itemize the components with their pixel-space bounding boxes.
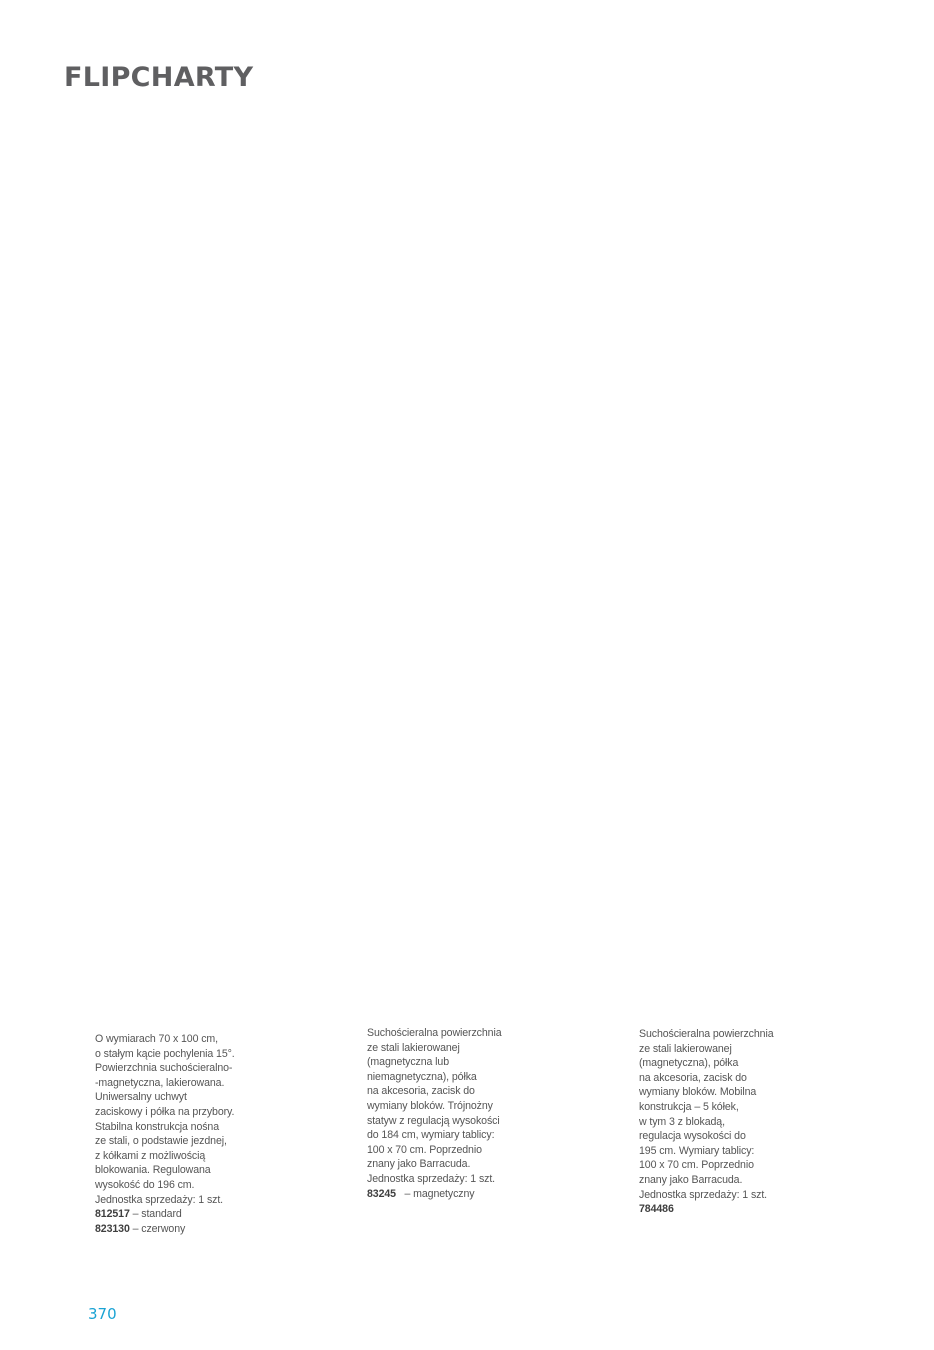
description-line: 100 x 70 cm. Poprzednio <box>367 1143 482 1156</box>
description-line: wysokość do 196 cm. <box>95 1178 195 1191</box>
description-line: O wymiarach 70 x 100 cm, <box>95 1033 219 1045</box>
description-line: znany jako Barracuda. <box>639 1173 743 1186</box>
description-line: -magnetyczna, lakierowana. <box>95 1076 225 1089</box>
page-number: 370 <box>88 1305 117 1323</box>
product-description-1 <box>95 1032 295 1236</box>
description-line: znany jako Barracuda. <box>367 1158 471 1171</box>
product-code: 784486 <box>639 1203 674 1216</box>
product-variant-label: – czerwony <box>129 1222 186 1235</box>
description-line: Jednostka sprzedaży: 1 szt. <box>639 1188 768 1201</box>
description-line: 100 x 70 cm. Poprzednio <box>639 1159 754 1172</box>
description-line: 195 cm. Wymiary tablicy: <box>639 1144 755 1157</box>
description-line: (magnetyczna lub <box>367 1056 450 1069</box>
description-line: wymiany bloków. Mobilna <box>639 1086 757 1099</box>
description-line: Powierzchnia suchościeralno- <box>95 1062 233 1075</box>
description-line: blokowania. Regulowana <box>95 1164 211 1177</box>
description-line: Stabilna konstrukcja nośna <box>95 1120 220 1133</box>
description-line: w tym 3 z blokadą, <box>639 1115 725 1128</box>
description-line: ze stali lakierowanej <box>639 1042 732 1055</box>
description-line: Suchościeralna powierzchnia <box>367 1027 502 1039</box>
product-code-row <box>367 1187 567 1202</box>
product-description-3 <box>639 1027 839 1217</box>
product-code-row <box>95 1222 295 1237</box>
description-line: Jednostka sprzedaży: 1 szt. <box>367 1172 496 1185</box>
product-code: 823130 <box>95 1222 130 1235</box>
product-description-2 <box>367 1026 567 1201</box>
product-variant-label: – magnetyczny <box>395 1187 475 1200</box>
product-variant-label: – standard <box>129 1208 182 1221</box>
description-line: Suchościeralna powierzchnia <box>639 1028 774 1040</box>
description-line: na akcesoria, zacisk do <box>367 1085 475 1098</box>
description-line: na akcesoria, zacisk do <box>639 1071 747 1084</box>
description-line: konstrukcja – 5 kółek, <box>639 1100 739 1113</box>
description-line: (magnetyczna), półka <box>639 1057 739 1070</box>
description-line: o stałym kącie pochylenia 15°. <box>95 1047 235 1060</box>
description-line: wymiany bloków. Trójnożny <box>367 1099 493 1112</box>
description-line: ze stali lakierowanej <box>367 1041 460 1054</box>
description-line: do 184 cm, wymiary tablicy: <box>367 1129 495 1142</box>
product-code-row <box>639 1202 839 1217</box>
product-code-row <box>95 1207 295 1222</box>
description-line: Jednostka sprzedaży: 1 szt. <box>95 1193 224 1206</box>
description-line: zaciskowy i półka na przybory. <box>95 1105 235 1118</box>
description-line: Uniwersalny uchwyt <box>95 1091 187 1104</box>
description-line: z kółkami z możliwością <box>95 1149 206 1162</box>
description-line: regulacja wysokości do <box>639 1130 746 1143</box>
page-title: FLIPCHARTY <box>64 62 254 93</box>
description-line: niemagnetyczna), półka <box>367 1070 477 1083</box>
product-code: 812517 <box>95 1208 130 1221</box>
product-code: 83245 <box>367 1187 396 1200</box>
description-line: statyw z regulacją wysokości <box>367 1114 500 1127</box>
description-line: ze stali, o podstawie jezdnej, <box>95 1135 227 1148</box>
